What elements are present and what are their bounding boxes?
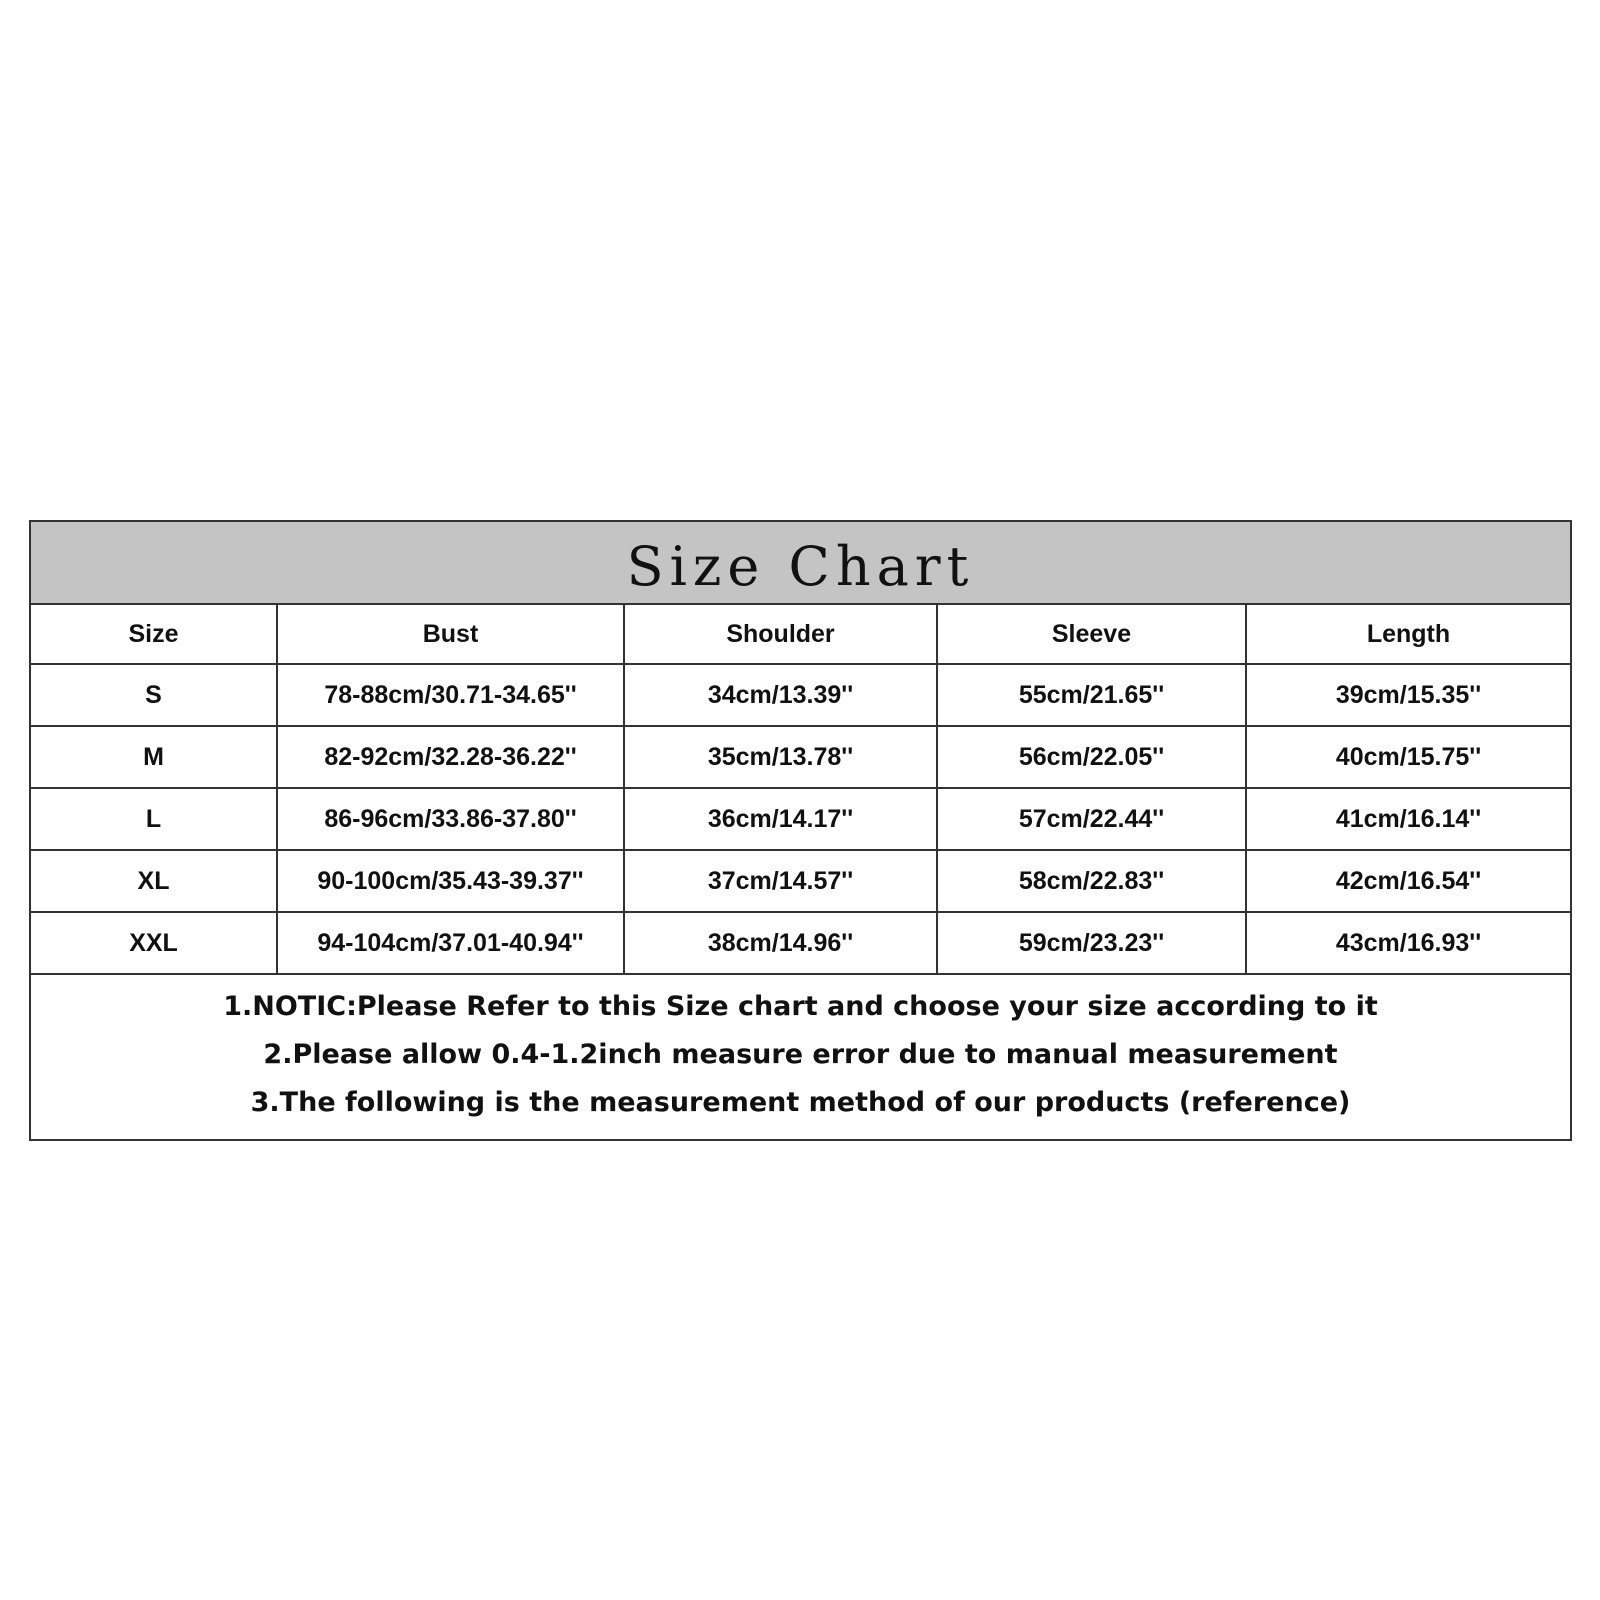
cell-size: XXL <box>31 912 277 974</box>
cell-bust: 82-92cm/32.28-36.22'' <box>277 726 624 788</box>
cell-shoulder: 35cm/13.78'' <box>624 726 937 788</box>
cell-size: XL <box>31 850 277 912</box>
cell-sleeve: 57cm/22.44'' <box>937 788 1246 850</box>
table-row <box>31 912 1570 974</box>
cell-sleeve: 59cm/23.23'' <box>937 912 1246 974</box>
cell-bust: 86-96cm/33.86-37.80'' <box>277 788 624 850</box>
cell-bust: 90-100cm/35.43-39.37'' <box>277 850 624 912</box>
note-line: 3.The following is the measurement method of our products (reference) <box>250 1087 1351 1118</box>
note-line: 1.NOTIC:Please Refer to this Size chart and choose your size according to it <box>223 991 1378 1022</box>
cell-sleeve: 56cm/22.05'' <box>937 726 1246 788</box>
cell-length: 41cm/16.14'' <box>1246 788 1570 850</box>
table-row <box>31 850 1570 912</box>
cell-bust: 78-88cm/30.71-34.65'' <box>277 664 624 726</box>
size-chart <box>29 520 1572 1141</box>
column-header-length: Length <box>1246 605 1570 664</box>
chart-title: Size Chart <box>626 535 975 598</box>
column-header-sleeve: Sleeve <box>937 605 1246 664</box>
table-row <box>31 788 1570 850</box>
cell-bust: 94-104cm/37.01-40.94'' <box>277 912 624 974</box>
cell-shoulder: 36cm/14.17'' <box>624 788 937 850</box>
cell-size: L <box>31 788 277 850</box>
cell-size: S <box>31 664 277 726</box>
cell-sleeve: 58cm/22.83'' <box>937 850 1246 912</box>
table-row <box>31 726 1570 788</box>
note-line: 2.Please allow 0.4-1.2inch measure error due to manual measurement <box>263 1039 1338 1070</box>
notes-section <box>31 975 1570 1139</box>
cell-length: 43cm/16.93'' <box>1246 912 1570 974</box>
cell-shoulder: 38cm/14.96'' <box>624 912 937 974</box>
cell-length: 40cm/15.75'' <box>1246 726 1570 788</box>
cell-length: 42cm/16.54'' <box>1246 850 1570 912</box>
cell-size: M <box>31 726 277 788</box>
cell-sleeve: 55cm/21.65'' <box>937 664 1246 726</box>
table-row <box>31 664 1570 726</box>
chart-title-bar <box>31 522 1570 605</box>
cell-length: 39cm/15.35'' <box>1246 664 1570 726</box>
column-header-bust: Bust <box>277 605 624 664</box>
column-header-size: Size <box>31 605 277 664</box>
cell-shoulder: 34cm/13.39'' <box>624 664 937 726</box>
measurement-table <box>31 605 1570 975</box>
column-header-shoulder: Shoulder <box>624 605 937 664</box>
cell-shoulder: 37cm/14.57'' <box>624 850 937 912</box>
table-header-row <box>31 605 1570 664</box>
